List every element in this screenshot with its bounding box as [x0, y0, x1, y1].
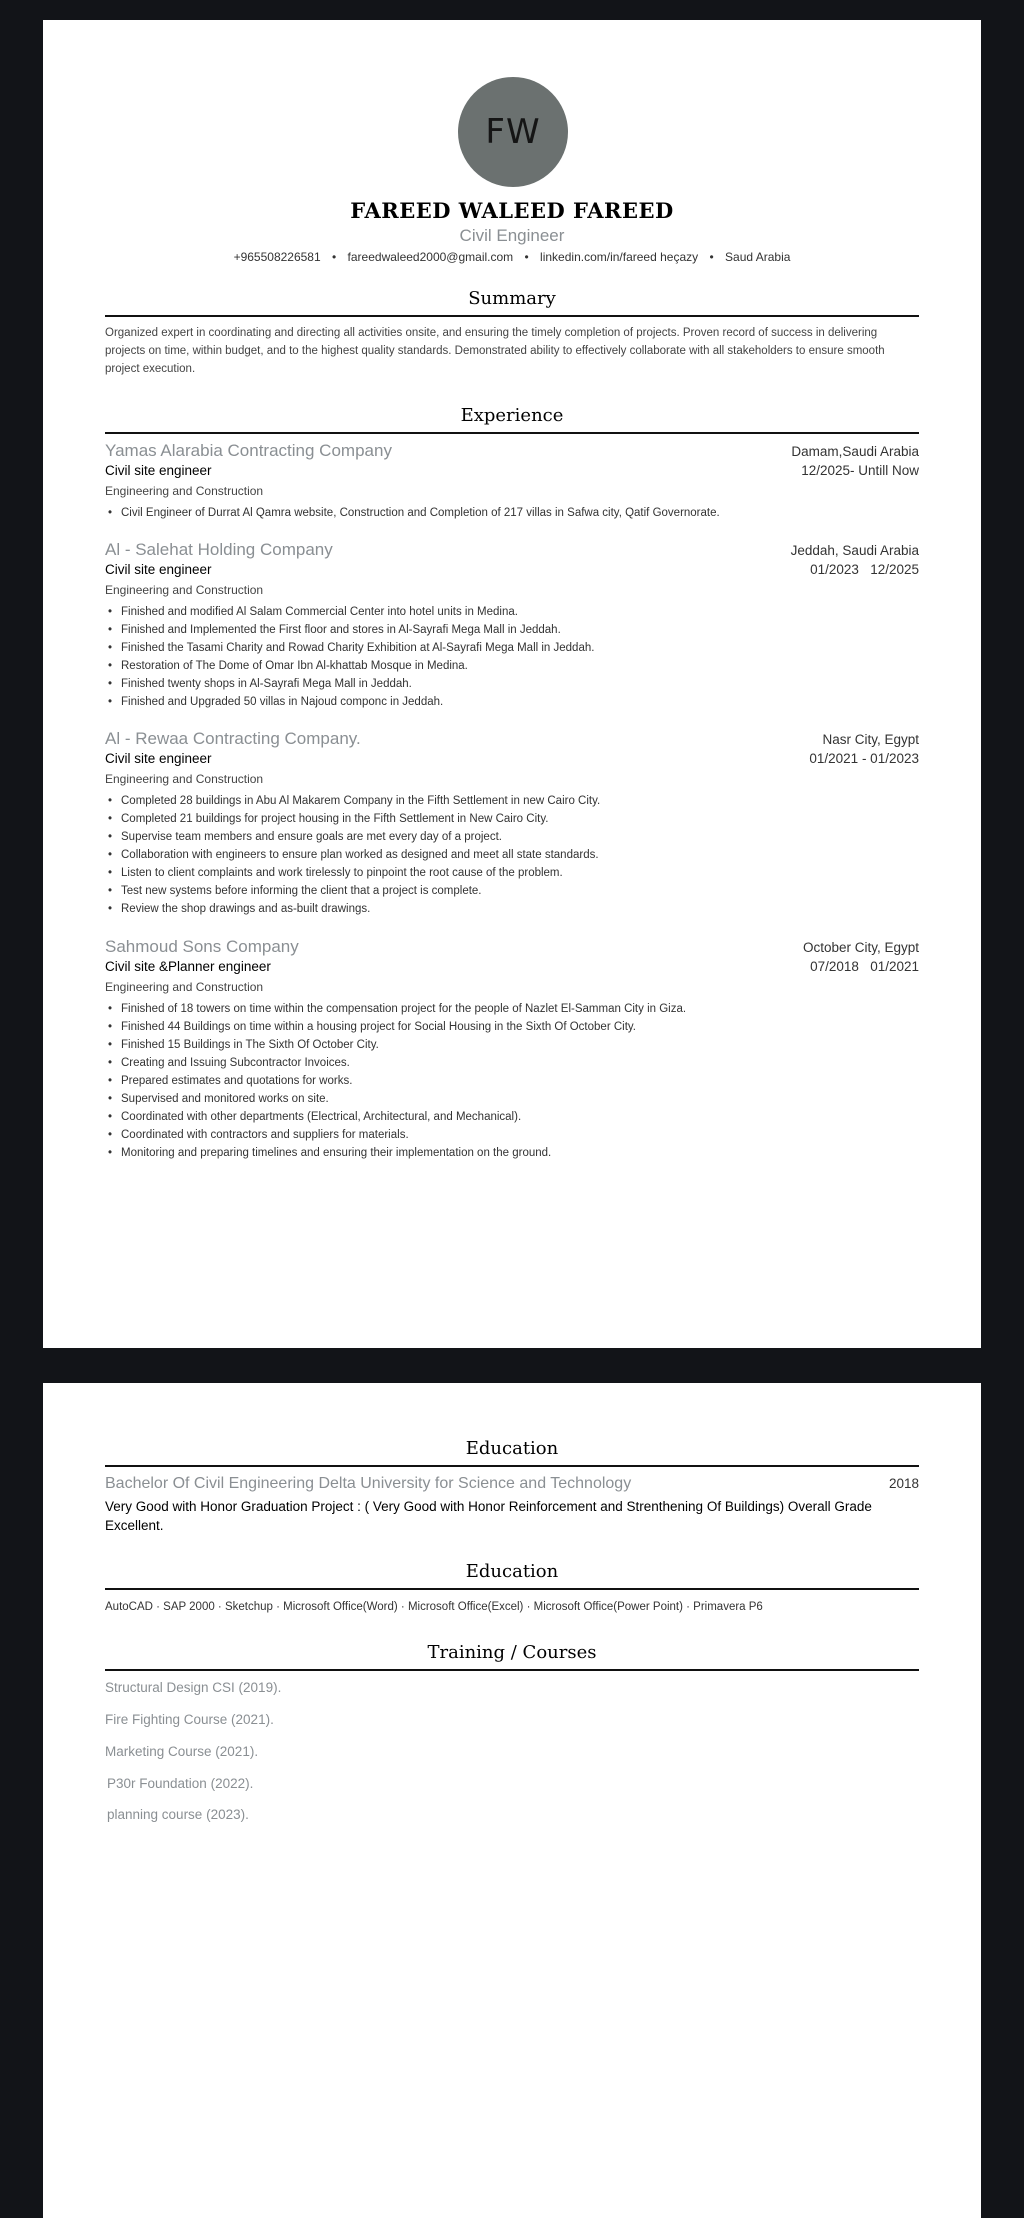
job-dates: 07/2018 01/2021	[810, 959, 919, 974]
job-role: Civil site &Planner engineer	[105, 959, 271, 974]
job-bullet: • Test new systems before informing the client that a project is complete.	[105, 882, 919, 900]
job-bullet: • Finished and Implemented the First floor and stores in Al-Sayrafi Mega Mall in Jeddah.	[105, 621, 919, 639]
summary-text: Organized expert in coordinating and directing all activities onsite, and ensuring the timely completion of projects. Proven record of success in delivering projects on time, within budget, and to the highest quality standards. Demonstrated ability to effectively collaborate with all stakeholders to ensure smooth project execution.	[105, 327, 885, 375]
contact-country: Saud Arabia	[725, 250, 791, 264]
job-bullet: • Prepared estimates and quotations for works.	[105, 1072, 919, 1090]
job-bullet: • Collaboration with engineers to ensure plan worked as designed and meet all state standards.	[105, 846, 919, 864]
education-entry	[105, 1475, 919, 1535]
course-item: Fire Fighting Course (2021).	[105, 1712, 274, 1727]
resume-page-1	[43, 20, 981, 1348]
job-company: Al - Salehat Holding Company	[105, 540, 333, 559]
summary-heading: Summary	[105, 288, 919, 317]
job-role: Civil site engineer	[105, 562, 212, 577]
course-item: Marketing Course (2021).	[105, 1744, 259, 1759]
job-bullets	[105, 603, 919, 711]
job-company: Sahmoud Sons Company	[105, 937, 299, 956]
education-year: 2018	[888, 1476, 919, 1491]
job-location: Damam,Saudi Arabia	[791, 444, 919, 459]
job-bullet: • Monitoring and preparing timelines and ensuring their implementation on the ground.	[105, 1144, 919, 1162]
job-bullet: • Finished and Upgraded 50 villas in Najoud componc in Jeddah.	[105, 693, 919, 711]
experience-heading: Experience	[105, 405, 919, 434]
job-role: Civil site engineer	[105, 463, 212, 478]
skills-heading: Education	[105, 1561, 919, 1590]
job-location: Jeddah, Saudi Arabia	[790, 543, 919, 558]
job-bullet: • Civil Engineer of Durrat Al Qamra website, Construction and Completion of 217 villas in Safwa city, Qatif Governorate.	[105, 504, 919, 522]
job-entry	[105, 540, 919, 711]
job-dates: 12/2025- Untill Now	[801, 463, 919, 478]
education-heading: Education	[105, 1438, 919, 1467]
course-item: planning course (2023).	[107, 1807, 249, 1822]
contact-separator: •	[709, 250, 714, 264]
contact-line	[43, 250, 981, 264]
job-industry: Engineering and Construction	[105, 583, 264, 597]
job-bullet: • Coordinated with other departments (Electrical, Architectural, and Mechanical).	[105, 1108, 919, 1126]
job-dates: 01/2023 12/2025	[810, 562, 919, 577]
job-bullet: • Finished of 18 towers on time within the compensation project for the people of Nazlet El-Samman City in Giza.	[105, 1000, 919, 1018]
skills-list: AutoCAD · SAP 2000 · Sketchup · Microsoft Office(Word) · Microsoft Office(Excel) · Microsoft Office(Power Point) · Primavera P6	[105, 1601, 763, 1613]
avatar-initials: FW	[485, 112, 541, 152]
job-location: Nasr City, Egypt	[822, 732, 919, 747]
job-dates: 01/2021 - 01/2023	[809, 751, 919, 766]
candidate-title: Civil Engineer	[459, 226, 565, 245]
job-bullet: • Completed 21 buildings for project housing in the Fifth Settlement in New Cairo City.	[105, 810, 919, 828]
job-bullets	[105, 1000, 919, 1162]
contact-linkedin[interactable]: linkedin.com/in/fareed heçazy	[540, 250, 699, 264]
job-bullet: • Finished and modified Al Salam Commercial Center into hotel units in Medina.	[105, 603, 919, 621]
job-company: Al - Rewaa Contracting Company.	[105, 729, 361, 748]
job-bullet: • Finished 15 Buildings in The Sixth Of October City.	[105, 1036, 919, 1054]
job-location: October City, Egypt	[802, 940, 919, 955]
job-industry: Engineering and Construction	[105, 772, 264, 786]
job-bullet: • Review the shop drawings and as-built drawings.	[105, 900, 919, 918]
contact-email[interactable]: fareedwaleed2000@gmail.com	[347, 250, 514, 264]
job-company: Yamas Alarabia Contracting Company	[105, 441, 392, 460]
avatar	[458, 77, 568, 187]
job-entry	[105, 441, 919, 522]
job-bullet: • Supervised and monitored works on site.	[105, 1090, 919, 1108]
contact-phone: +965508226581	[233, 250, 321, 264]
job-entry	[105, 729, 919, 918]
job-bullet: • Finished twenty shops in Al-Sayrafi Mega Mall in Jeddah.	[105, 675, 919, 693]
training-heading: Training / Courses	[105, 1642, 919, 1671]
job-bullet: • Listen to client complaints and work tirelessly to pinpoint the root cause of the problem.	[105, 864, 919, 882]
candidate-name: FAREED WALEED FAREED	[350, 198, 674, 223]
course-item: P30r Foundation (2022).	[107, 1776, 254, 1791]
course-item: Structural Design CSI (2019).	[105, 1680, 282, 1695]
job-bullet: • Creating and Issuing Subcontractor Invoices.	[105, 1054, 919, 1072]
job-role: Civil site engineer	[105, 751, 212, 766]
contact-separator: •	[332, 250, 337, 264]
job-industry: Engineering and Construction	[105, 980, 264, 994]
job-bullets	[105, 792, 919, 918]
contact-separator: •	[524, 250, 529, 264]
job-bullet: • Supervise team members and ensure goals are met every day of a project.	[105, 828, 919, 846]
job-bullet: • Finished 44 Buildings on time within a housing project for Social Housing in the Sixth Of October City.	[105, 1018, 919, 1036]
job-bullet: • Coordinated with contractors and suppliers for materials.	[105, 1126, 919, 1144]
job-bullet: • Finished the Tasami Charity and Rowad Charity Exhibition at Al-Sayrafi Mega Mall in Jeddah.	[105, 639, 919, 657]
job-bullet: • Restoration of The Dome of Omar Ibn Al-khattab Mosque in Medina.	[105, 657, 919, 675]
education-description: Very Good with Honor Graduation Project : ( Very Good with Honor Reinforcement and Strenthening Of Buildings) Overall Grade Excellent.	[105, 1499, 872, 1533]
job-bullets	[105, 504, 919, 522]
job-bullet: • Completed 28 buildings in Abu Al Makarem Company in the Fifth Settlement in new Cairo City.	[105, 792, 919, 810]
education-degree: Bachelor Of Civil Engineering Delta University for Science and Technology	[105, 1475, 632, 1492]
resume-page-2	[43, 1383, 981, 2218]
job-entry	[105, 937, 919, 1162]
job-industry: Engineering and Construction	[105, 484, 264, 498]
